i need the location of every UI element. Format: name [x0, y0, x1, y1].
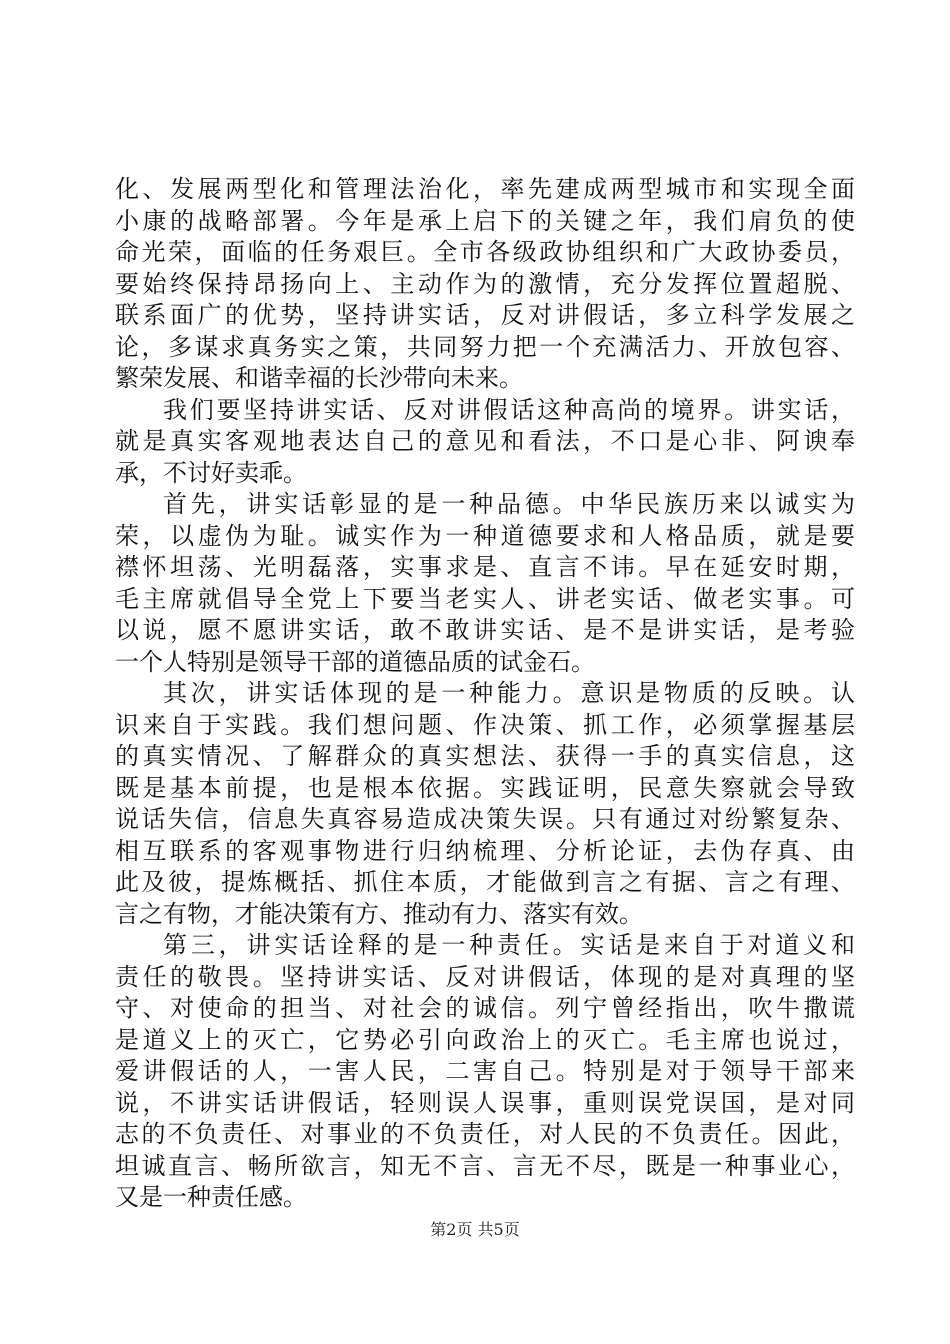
- text-line: 毛主席就倡导全党上下要当老实人、讲老实话、做老实事。可: [115, 584, 855, 613]
- paragraph: [115, 174, 855, 395]
- text-line: 荣，以虚伪为耻。诚实作为一种道德要求和人格品质，就是要: [115, 521, 855, 550]
- text-line: 要始终保持昂扬向上、主动作为的激情，充分发挥位置超脱、: [115, 269, 855, 298]
- text-line: 守、对使命的担当、对社会的诚信。列宁曾经指出，吹牛撒谎: [115, 994, 855, 1022]
- text-line: 言之有物，才能决策有方、推动有力、落实有效。: [115, 899, 643, 928]
- text-line: 是道义上的灭亡，它势必引向政治上的灭亡。毛主席也说过，: [115, 1025, 855, 1054]
- text-line: 我们要坚持讲实话、反对讲假话这种高尚的境界。讲实话，: [163, 395, 855, 424]
- page-number-footer: 第2页 共5页: [430, 1220, 520, 1239]
- text-line: 相互联系的客观事物进行归纳梳理、分析论证，去伪存真、由: [115, 836, 855, 865]
- text-line: 小康的战略部署。今年是承上启下的关键之年，我们肩负的使: [115, 206, 855, 235]
- text-line: 说话失信，信息失真容易造成决策失误。只有通过对纷繁复杂、: [115, 805, 855, 833]
- paragraph: [115, 395, 855, 490]
- text-line: 爱讲假话的人，一害人民，二害自己。特别是对于领导干部来: [115, 1057, 855, 1085]
- text-line: 志的不负责任、对事业的不负责任，对人民的不负责任。因此，: [115, 1120, 855, 1148]
- text-line: 襟怀坦荡、光明磊落，实事求是、直言不讳。早在延安时期，: [115, 553, 855, 581]
- text-line: 以说，愿不愿讲实话，敢不敢讲实话、是不是讲实话，是考验: [115, 616, 855, 644]
- text-line: 此及彼，提炼概括、抓住本质，才能做到言之有据、言之有理、: [115, 868, 855, 896]
- paragraph: [115, 489, 855, 678]
- text-line: 其次，讲实话体现的是一种能力。意识是物质的反映。认: [163, 679, 855, 707]
- text-line: 承，不讨好卖乖。: [115, 458, 307, 487]
- text-line: 就是真实客观地表达自己的意见和看法，不口是心非、阿谀奉: [115, 427, 855, 455]
- document-body: [115, 174, 855, 1214]
- text-line: 既是基本前提，也是根本依据。实践证明，民意失察就会导致: [115, 773, 855, 802]
- text-line: 化、发展两型化和管理法治化，率先建成两型城市和实现全面: [115, 175, 855, 203]
- text-line: 繁荣发展、和谐幸福的长沙带向未来。: [115, 364, 523, 392]
- text-line: 联系面广的优势，坚持讲实话，反对讲假话，多立科学发展之: [115, 301, 855, 329]
- text-line: 首先，讲实话彰显的是一种品德。中华民族历来以诚实为: [163, 490, 855, 518]
- text-line: 说，不讲实话讲假话，轻则误人误事，重则误党误国，是对同: [115, 1088, 855, 1117]
- paragraph: [115, 678, 855, 930]
- text-line: 论，多谋求真务实之策，共同努力把一个充满活力、开放包容、: [115, 332, 855, 361]
- text-line: 又是一种责任感。: [115, 1183, 307, 1211]
- text-line: 命光荣，面临的任务艰巨。全市各级政协组织和广大政协委员，: [115, 238, 855, 266]
- text-line: 一个人特别是领导干部的道德品质的试金石。: [115, 647, 595, 676]
- paragraph: [115, 930, 855, 1214]
- text-line: 责任的敬畏。坚持讲实话、反对讲假话，体现的是对真理的坚: [115, 962, 855, 991]
- text-line: 第三，讲实话诠释的是一种责任。实话是来自于对道义和: [163, 931, 855, 959]
- text-line: 的真实情况、了解群众的真实想法、获得一手的真实信息，这: [115, 742, 855, 770]
- text-line: 识来自于实践。我们想问题、作决策、抓工作，必须掌握基层: [115, 710, 855, 739]
- text-line: 坦诚直言、畅所欲言，知无不言、言无不尽，既是一种事业心，: [115, 1151, 855, 1180]
